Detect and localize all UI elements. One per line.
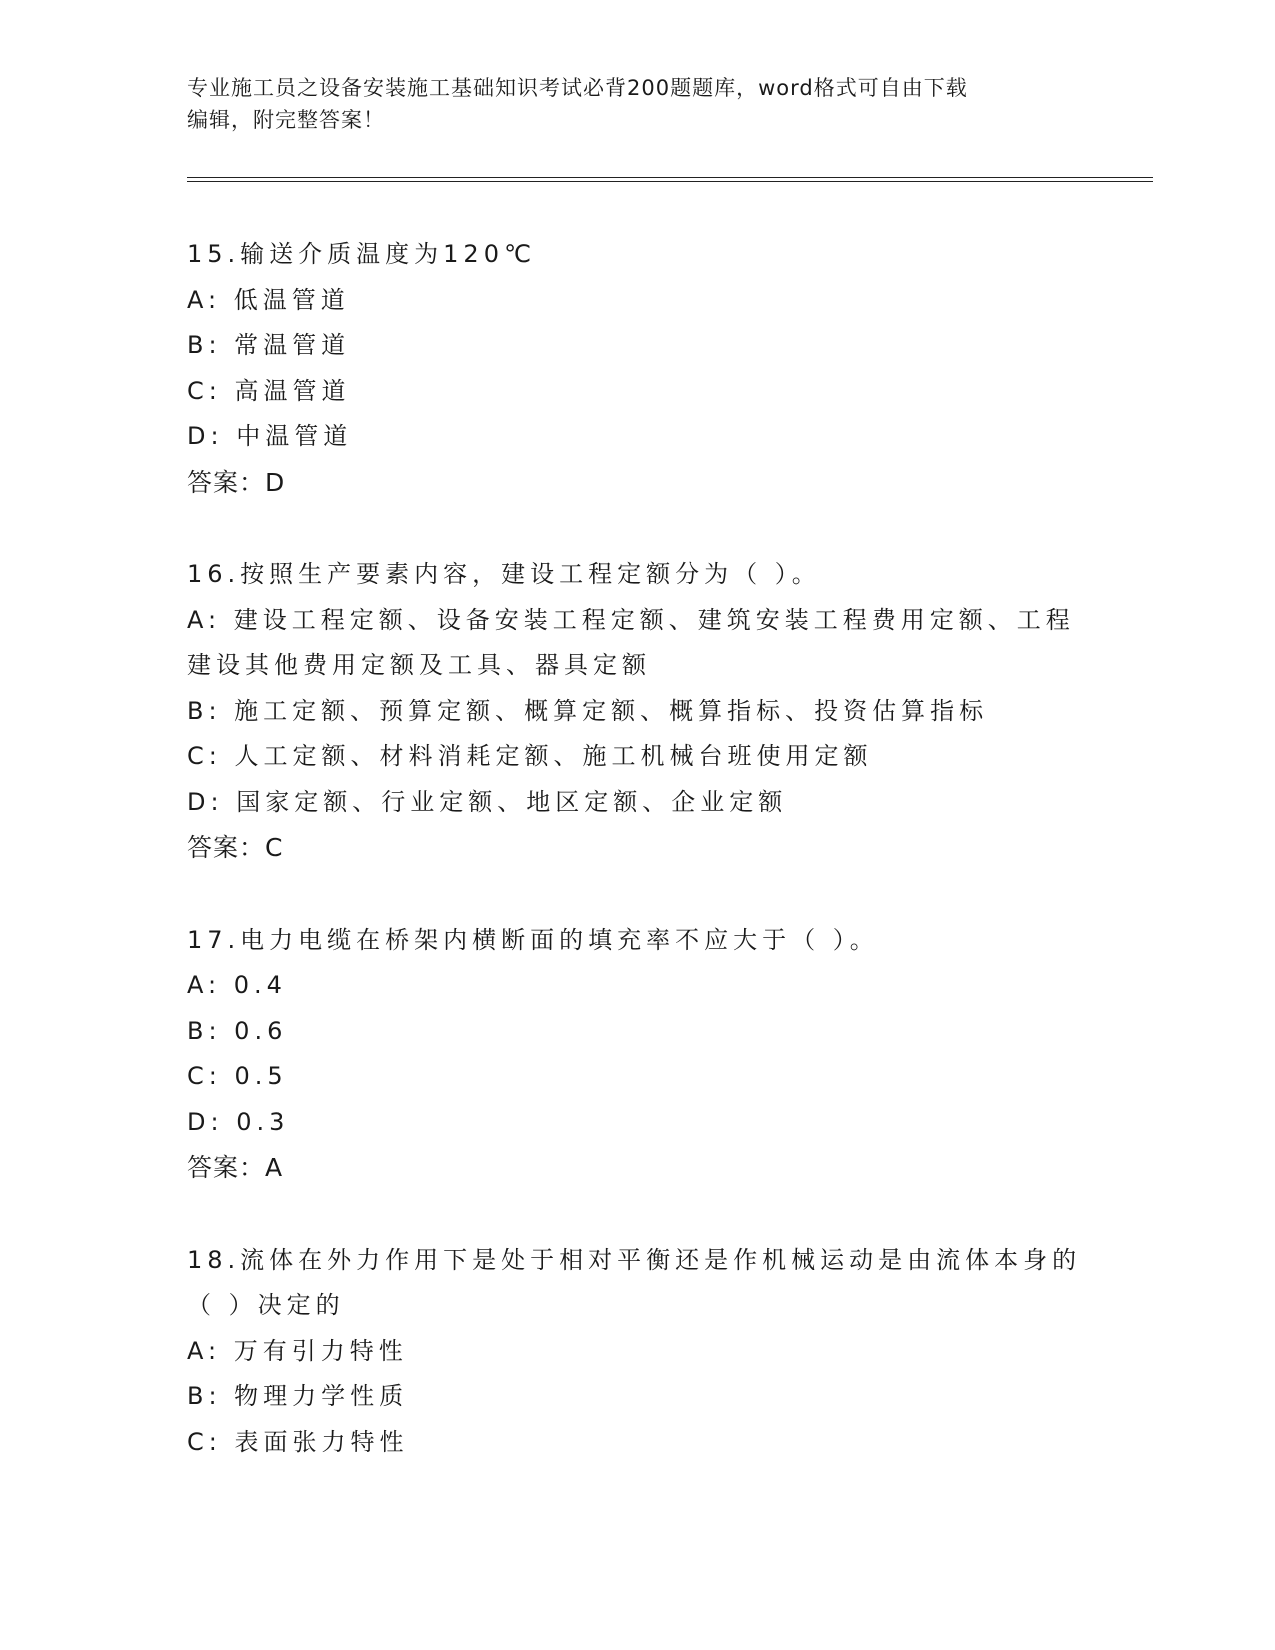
option-b: B: 0.6 [187,1016,288,1045]
option-b: B: 物理力学性质 [187,1382,409,1410]
option-a: A: 0.4 [187,971,287,999]
option-a: A: 低温管道 [187,285,350,314]
question-16 [187,552,1087,871]
question-17 [187,918,1087,1191]
option-d: D: 中温管道 [187,422,353,450]
option-d: D: 0.3 [187,1107,290,1136]
option-c: C: 人工定额、材料消耗定额、施工机械台班使用定额 [187,742,873,770]
answer-line: 答案：D [187,467,286,497]
document-header [187,72,1067,136]
question-list [187,232,1087,1512]
option-b: B: 施工定额、预算定额、概算定额、概算指标、投资估算指标 [187,696,989,725]
question-stem: 17.电力电缆在桥架内横断面的填充率不应大于（ ）。 [187,925,879,954]
header-title-line-1: 专业施工员之设备安装施工基础知识考试必背200题题库，word格式可自由下载 [187,76,968,100]
option-c: C: 表面张力特性 [187,1427,409,1456]
question-stem: 16.按照生产要素内容，建设工程定额分为（ ）。 [187,560,821,588]
option-a: A: 万有引力特性 [187,1336,408,1365]
question-stem: 15.输送介质温度为120℃ [187,240,536,268]
header-title-line-2: 编辑，附完整答案！ [187,108,385,132]
header-divider [187,177,1153,182]
question-15 [187,232,1087,505]
option-a: A: 建设工程定额、设备安装工程定额、建筑安装工程费用定额、工程建设其他费用定额及工具、器具定额 [187,605,1075,679]
question-stem: 18.流体在外力作用下是处于相对平衡还是作机械运动是由流体本身的（ ）决定的 [187,1245,1082,1319]
question-18 [187,1238,1087,1466]
answer-line: 答案：C [187,833,284,862]
option-c: C: 0.5 [187,1062,288,1090]
option-b: B: 常温管道 [187,331,351,359]
answer-line: 答案：A [187,1153,284,1182]
option-c: C: 高温管道 [187,376,351,405]
option-d: D: 国家定额、行业定额、地区定额、企业定额 [187,787,788,816]
